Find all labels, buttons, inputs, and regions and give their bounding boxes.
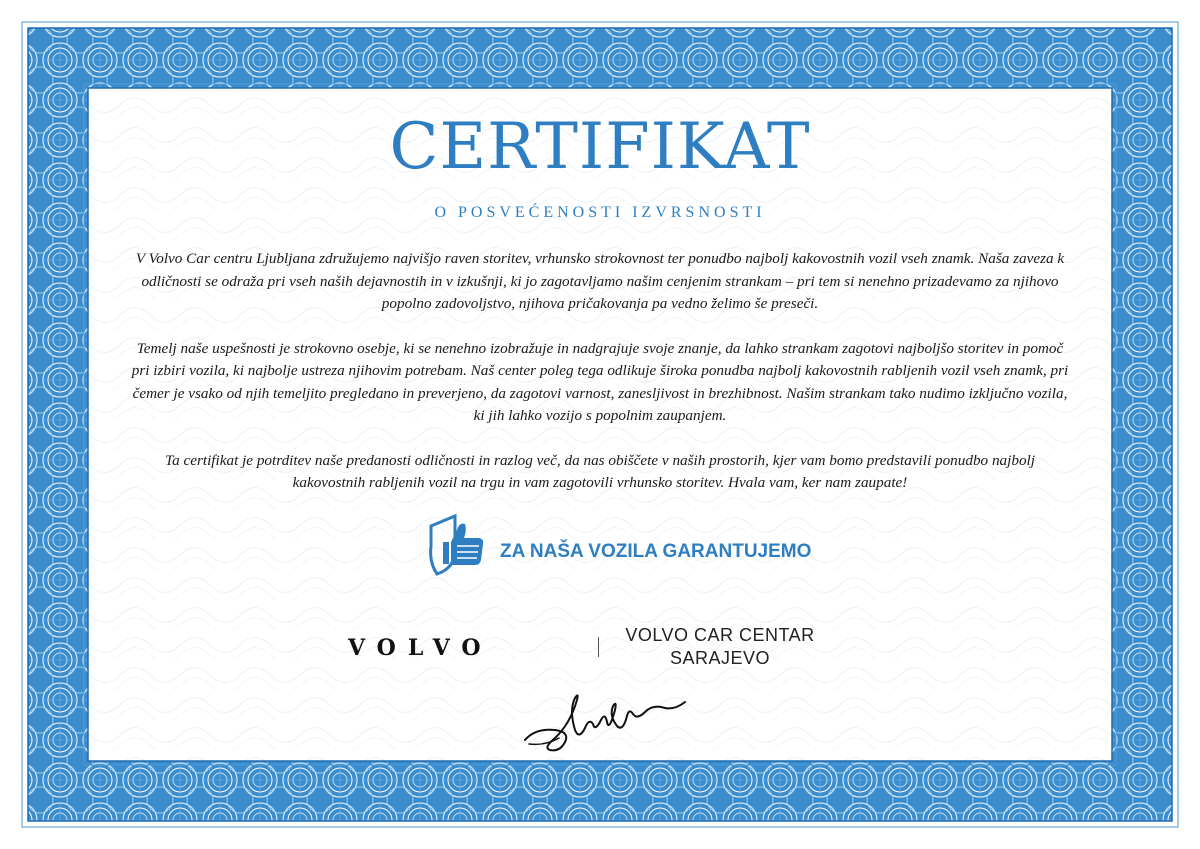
logo-divider bbox=[598, 637, 599, 657]
dealer-name-line-2: SARAJEVO bbox=[669, 648, 771, 668]
body-paragraph-1: V Volvo Car centru Ljubljana združujemo najvišjo raven storitev, vrhunsko strokovnost ter ponudbo najbolj kakovostnih vozil vseh znamk. Naša zaveza k odličnosti se odraža pri vseh naših dejavnostih in v izkušnji, ki jo zagotavljamo našim cenjenim strankam – pri tem si nenehno prizadevamo za njihovo popolno zadovoljstvo, njihova pričakovanja pa vedno želimo še preseči. bbox=[135, 250, 1065, 312]
certificate-body bbox=[130, 248, 1070, 517]
dealer-name bbox=[620, 624, 820, 670]
guarantee-label: ZA NAŠA VOZILA GARANTUJEMO bbox=[500, 541, 812, 562]
volvo-logo: VOLVO bbox=[348, 635, 493, 661]
guarantee-badge bbox=[425, 510, 845, 580]
certificate-content bbox=[90, 90, 1110, 760]
dealer-name-line-1: VOLVO CAR CENTAR bbox=[625, 625, 815, 645]
handwritten-signature bbox=[515, 680, 695, 760]
body-paragraph-2: Temelj naše uspešnosti je strokovno osebje, ki se nenehno izobražuje in nadgrajuje svoje znanje, da lahko strankam zagotovi najboljšo storitev in pomoč pri izbiri vozila, ki najbolje ustreza njihovim potrebam. Naš center poleg tega odlikuje široka ponudba najbolj kakovostnih rabljenih vozil vseh znamk, pri čemer je vsako od njih temeljito pregledano in preverjeno, da zagotovi varnost, zanesljivost in brezhibnost. Našim strankam tako nudimo izključno vozila, ki jih lahko vozijo s popolnim zaupanjem. bbox=[131, 339, 1069, 424]
body-paragraph-3: Ta certifikat je potrditev naše predanosti odličnosti in razlog več, da nas obiščete v naših prostorih, kjer vam bomo predstavili ponudbo najbolj kakovostnih rabljenih vozil na trgu in vam zagotovili vrhunsko storitev. Hvala vam, ker nam zaupate! bbox=[165, 451, 1035, 491]
certificate-title: CERTIFIKAT bbox=[389, 110, 811, 184]
thumbs-up-shield-icon bbox=[425, 510, 495, 580]
certificate-subtitle: O POSVEĆENOSTI IZVRSNOSTI bbox=[434, 204, 766, 221]
